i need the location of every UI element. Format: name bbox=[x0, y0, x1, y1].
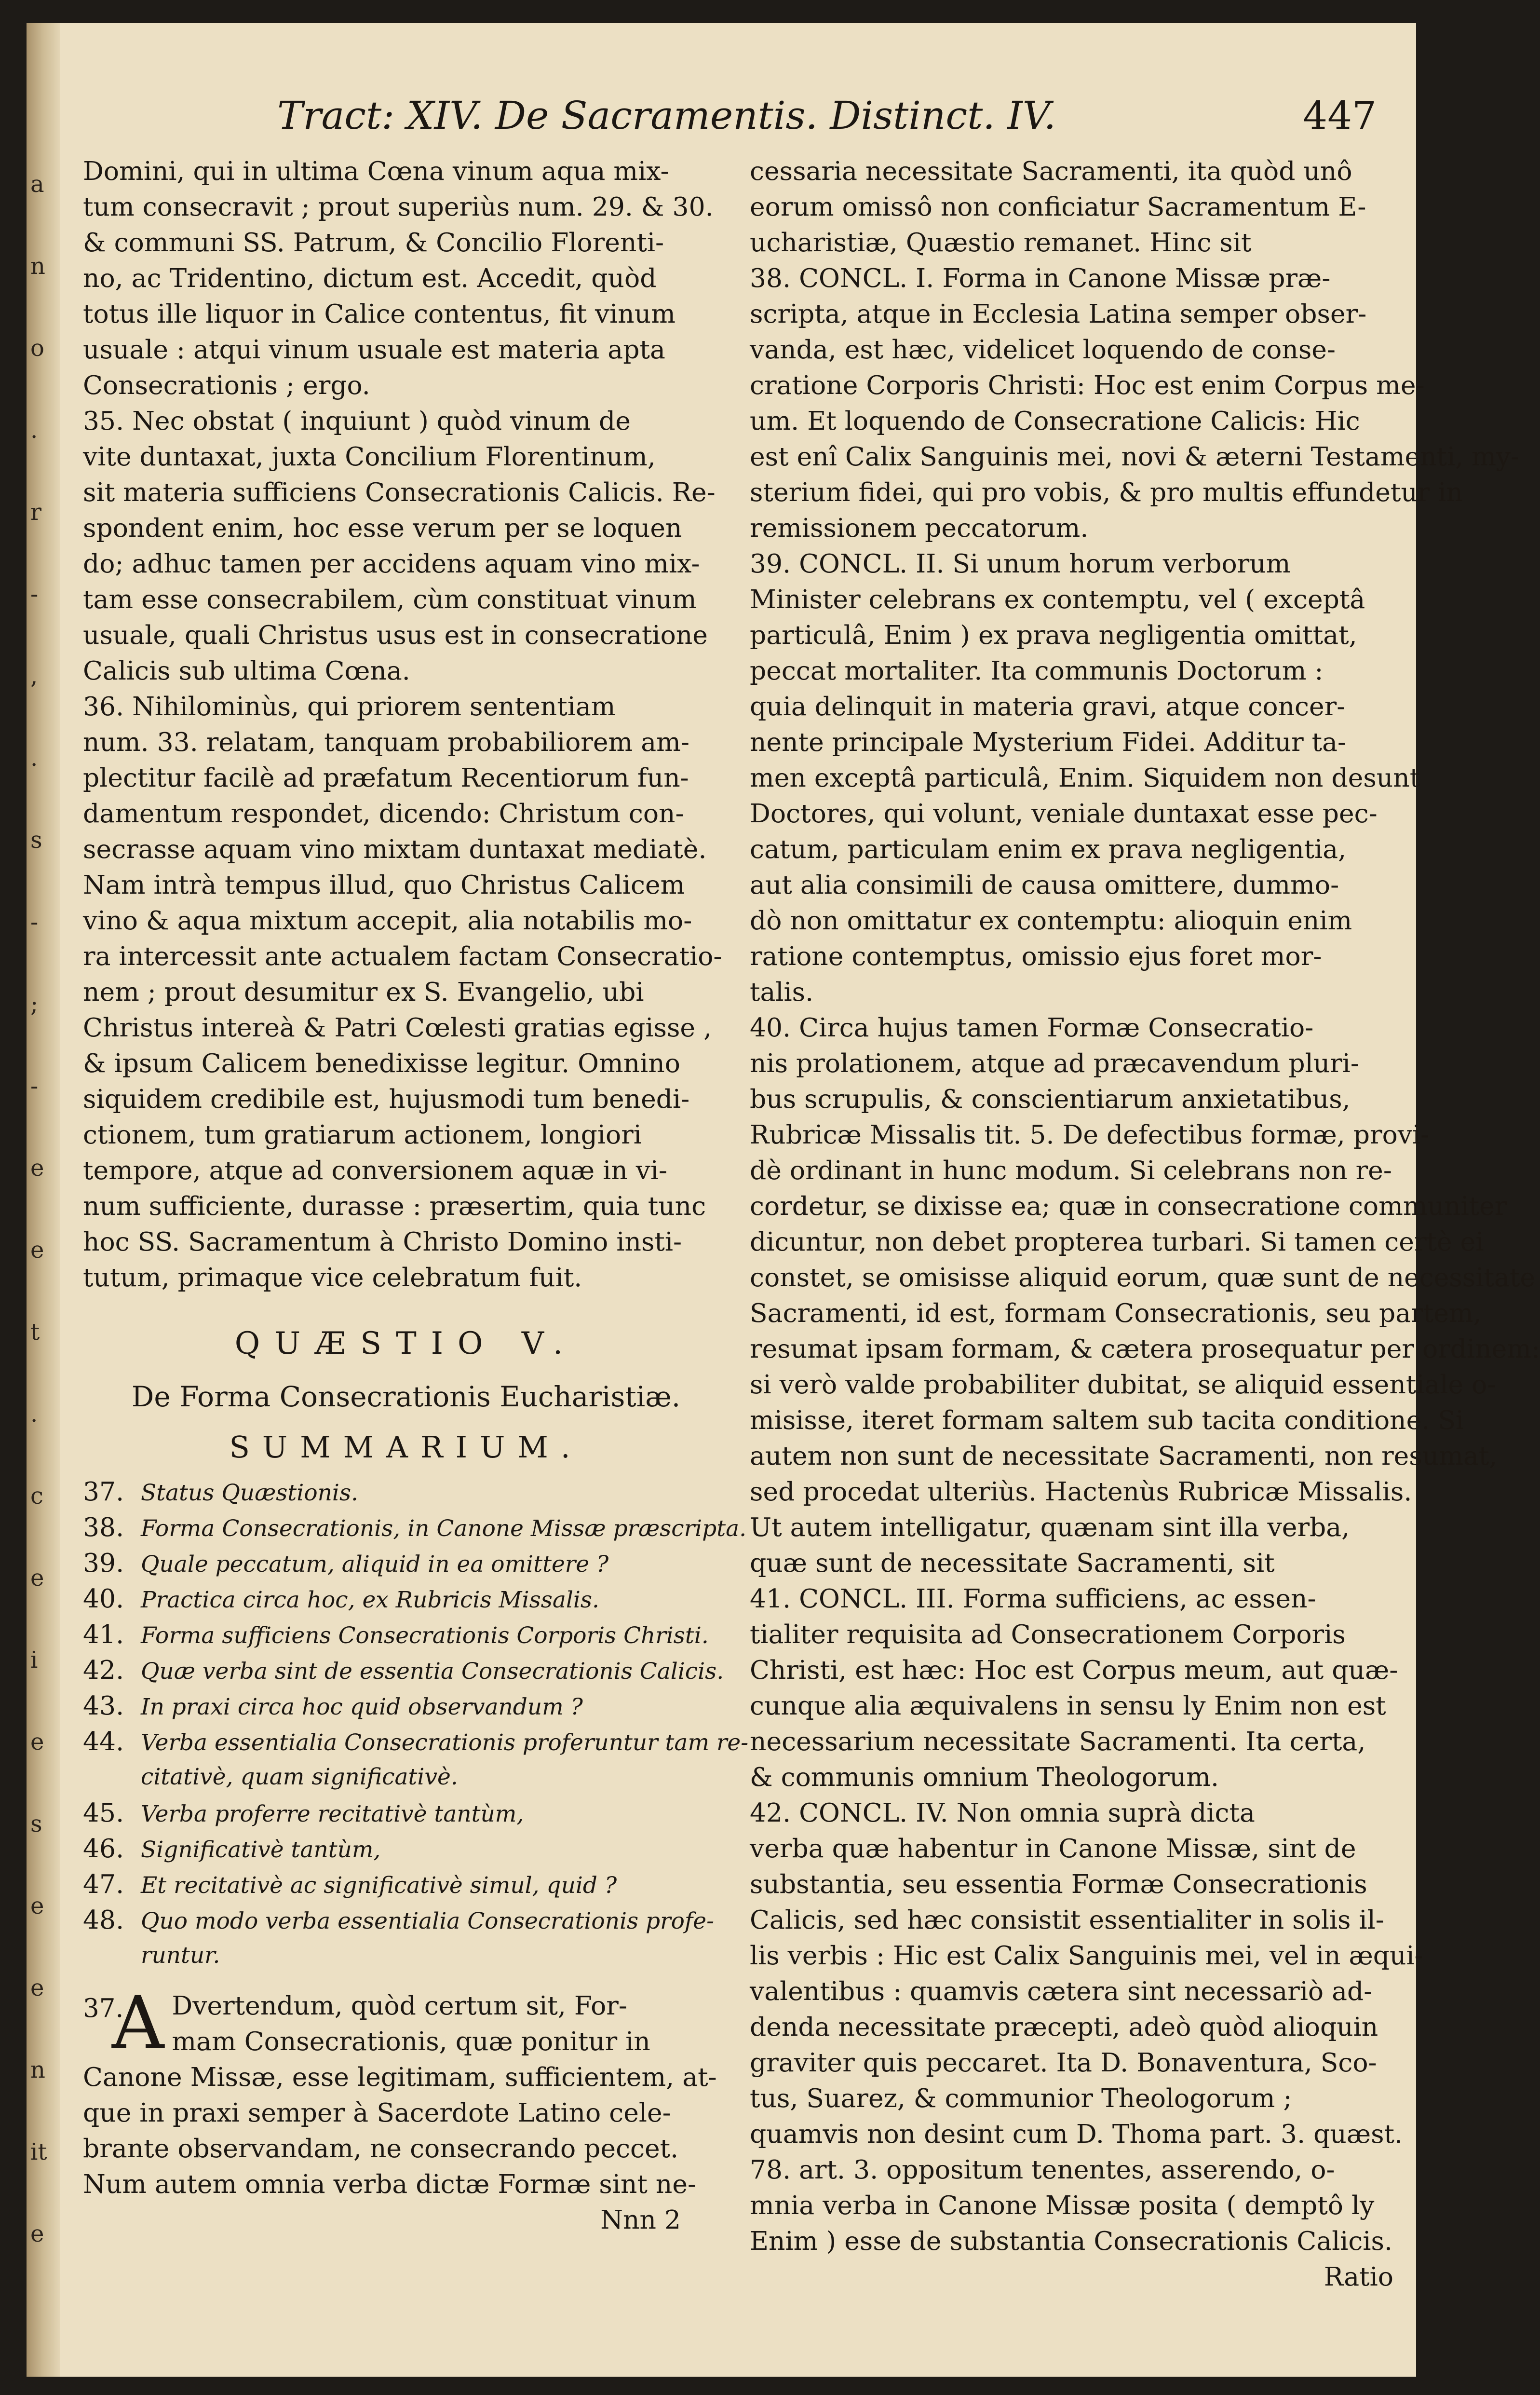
text-line: totus ille liquor in Calice contentus, fit vinum bbox=[83, 299, 675, 329]
summarium-number: 48. bbox=[83, 1905, 124, 1935]
text-line: talis. bbox=[750, 977, 814, 1007]
paragraph-37 bbox=[83, 1981, 729, 2202]
text-line: remissionem peccatorum. bbox=[750, 513, 1089, 543]
text-line: um. Et loquendo de Consecratione Calicis: Hic bbox=[750, 406, 1360, 436]
catchword-right: Ratio bbox=[1324, 2261, 1393, 2292]
text-line: autem non sunt de necessitate Sacramenti, non resumat, bbox=[750, 1441, 1498, 1471]
text-line: spondent enim, hoc esse verum per se loquen bbox=[83, 513, 682, 543]
summarium-text: In praxi circa hoc quid observandum ? bbox=[141, 1694, 583, 1720]
text-line: nis prolationem, atque ad præcavendum pluri- bbox=[750, 1048, 1359, 1078]
margin-mark: - bbox=[30, 909, 39, 936]
text-line: dè ordinant in hunc modum. Si celebrans non re- bbox=[750, 1155, 1392, 1185]
text-line: ctionem, tum gratiarum actionem, longiori bbox=[83, 1119, 642, 1150]
summarium-item bbox=[83, 1545, 729, 1581]
text-line: men exceptâ particulâ, Enim. Siquidem non desunt bbox=[750, 762, 1420, 793]
summarium-number: 40. bbox=[83, 1583, 124, 1614]
text-line: Calicis sub ultima Cœna. bbox=[83, 655, 410, 686]
margin-mark: - bbox=[30, 1073, 39, 1100]
text-line: Ut autem intelligatur, quænam sint illa verba, bbox=[750, 1512, 1350, 1542]
text-line: particulâ, Enim ) ex prava negligentia omittat, bbox=[750, 620, 1357, 650]
margin-mark: e bbox=[30, 1892, 44, 1919]
summarium-item bbox=[83, 1795, 729, 1831]
summarium-item bbox=[83, 1902, 729, 1938]
summarium-text-continued: runtur. bbox=[141, 1942, 220, 1969]
text-line: tutum, primaque vice celebratum fuit. bbox=[83, 1262, 582, 1293]
text-line: verba quæ habentur in Canone Missæ, sint de bbox=[750, 1833, 1356, 1864]
margin-mark: s bbox=[30, 827, 42, 854]
summarium-number: 45. bbox=[83, 1797, 124, 1828]
text-line: vanda, est hæc, videlicet loquendo de conse- bbox=[750, 334, 1336, 365]
summarium-item bbox=[83, 1617, 729, 1652]
margin-mark: - bbox=[30, 581, 39, 608]
text-line: Num autem omnia verba dictæ Formæ sint ne- bbox=[83, 2169, 697, 2199]
text-line: sterium fidei, qui pro vobis, & pro multis effundetur in bbox=[750, 477, 1463, 507]
text-line: substantia, seu essentia Formæ Consecrationis bbox=[750, 1869, 1367, 1899]
text-line: tum consecravit ; prout superiùs num. 29. & 30. bbox=[83, 191, 714, 222]
text-line: num sufficiente, durasse : præsertim, quia tunc bbox=[83, 1191, 706, 1221]
text-line: & ipsum Calicem benedixisse legitur. Omnino bbox=[83, 1048, 680, 1078]
text-line: Minister celebrans ex contemptu, vel ( exceptâ bbox=[750, 584, 1365, 614]
running-title: Tract: XIV. De Sacramentis. Distinct. IV. bbox=[277, 93, 1056, 138]
text-line: denda necessitate præcepti, adeò quòd alioquin bbox=[750, 2012, 1378, 2042]
margin-mark: it bbox=[30, 2138, 47, 2165]
text-line: tus, Suarez, & communior Theologorum ; bbox=[750, 2083, 1292, 2113]
text-line: hoc SS. Sacramentum à Christo Domino insti- bbox=[83, 1226, 682, 1257]
text-line: mam Consecrationis, quæ ponitur in bbox=[172, 2026, 650, 2056]
running-head bbox=[277, 93, 1377, 146]
text-line: catum, particulam enim ex prava negligentia, bbox=[750, 834, 1347, 864]
paragraph-37-text bbox=[83, 1981, 729, 2202]
summarium-number: 41. bbox=[83, 1619, 124, 1649]
text-line: siquidem credibile est, hujusmodi tum benedi- bbox=[83, 1084, 690, 1114]
margin-mark: e bbox=[30, 1728, 44, 1755]
summarium-text: Verba proferre recitativè tantùm, bbox=[141, 1801, 524, 1827]
summarium-number: 38. bbox=[83, 1512, 124, 1542]
text-line: secrasse aquam vino mixtam duntaxat mediatè. bbox=[83, 834, 707, 864]
text-line: Doctores, qui volunt, veniale duntaxat esse pec- bbox=[750, 798, 1378, 829]
summarium-text: Quale peccatum, aliquid in ea omittere ? bbox=[141, 1551, 609, 1578]
summarium-text: Status Quæstionis. bbox=[141, 1480, 358, 1506]
text-line: sed procedat ulteriùs. Hactenùs Rubricæ Missalis. bbox=[750, 1476, 1412, 1507]
text-line: cessaria necessitate Sacramenti, ita quòd unô bbox=[750, 156, 1352, 186]
text-line: quamvis non desint cum D. Thoma part. 3. quæst. bbox=[750, 2119, 1403, 2149]
text-line: usuale, quali Christus usus est in consecratione bbox=[83, 620, 708, 650]
margin-mark: s bbox=[30, 1810, 42, 1837]
margin-mark: i bbox=[30, 1647, 38, 1674]
summarium-text: Verba essentialia Consecrationis proferuntur tam re- bbox=[141, 1729, 749, 1756]
drop-cap: A bbox=[112, 1981, 164, 2065]
summarium-text: Forma sufficiens Consecrationis Corporis Christi. bbox=[141, 1622, 709, 1649]
text-line: est enî Calix Sanguinis mei, novi & æterni Testamenti, my- bbox=[750, 441, 1520, 472]
text-line: constet, se omisisse aliquid eorum, quæ sunt de necessitate bbox=[750, 1262, 1536, 1293]
text-line: 40. Circa hujus tamen Formæ Consecratio- bbox=[750, 1012, 1314, 1043]
summarium-text: Quo modo verba essentialia Consecrationis profe- bbox=[141, 1908, 714, 1934]
text-line: 35. Nec obstat ( inquiunt ) quòd vinum de bbox=[83, 406, 631, 436]
summarium-text: Et recitativè ac significativè simul, quid ? bbox=[141, 1872, 617, 1899]
summarium-number: 44. bbox=[83, 1726, 124, 1756]
summarium-item bbox=[83, 1724, 749, 1759]
text-line: & communis omnium Theologorum. bbox=[750, 1762, 1219, 1792]
text-line: Christus intereà & Patri Cœlesti gratias egisse , bbox=[83, 1012, 712, 1043]
text-line: damentum respondet, dicendo: Christum con- bbox=[83, 798, 684, 829]
margin-mark: . bbox=[30, 1401, 38, 1428]
text-line: plectitur facilè ad præfatum Recentiorum fun- bbox=[83, 762, 689, 793]
margin-mark: e bbox=[30, 1974, 44, 2001]
summarium-item bbox=[83, 1510, 747, 1545]
text-line: 42. CONCL. IV. Non omnia suprà dicta bbox=[750, 1797, 1255, 1828]
text-line: ra intercessit ante actualem factam Consecratio- bbox=[83, 941, 722, 971]
catchword-left: Nnn 2 bbox=[600, 2204, 681, 2235]
text-line: Enim ) esse de substantia Consecrationis Calicis. bbox=[750, 2226, 1392, 2256]
text-line: ucharistiæ, Quæstio remanet. Hinc sit bbox=[750, 227, 1252, 258]
summarium-item bbox=[83, 1688, 729, 1724]
text-line: ratione contemptus, omissio ejus foret mor- bbox=[750, 941, 1322, 971]
summarium-text: Forma Consecrationis, in Canone Missæ præscripta. bbox=[141, 1515, 747, 1542]
text-line: resumat ipsam formam, & cætera prosequatur per ordinem: bbox=[750, 1334, 1540, 1364]
text-line: brante observandam, ne consecrando peccet. bbox=[83, 2133, 679, 2164]
left-column bbox=[83, 153, 749, 2238]
text-line: Nam intrà tempus illud, quo Christus Calicem bbox=[83, 870, 685, 900]
paragraph-number: 37. bbox=[83, 1994, 124, 2023]
right-column-text bbox=[750, 153, 1540, 2259]
summarium-text: Practica circa hoc, ex Rubricis Missalis. bbox=[141, 1587, 599, 1613]
text-line: peccat mortaliter. Ita communis Doctorum : bbox=[750, 655, 1324, 686]
text-line: sit materia sufficiens Consecrationis Calicis. Re- bbox=[83, 477, 716, 507]
margin-mark: a bbox=[30, 171, 44, 198]
summarium-heading: SUMMARIUM. bbox=[229, 1429, 583, 1465]
text-line: Rubricæ Missalis tit. 5. De defectibus formæ, provi- bbox=[750, 1119, 1430, 1150]
text-line: Calicis, sed hæc consistit essentialiter in solis il- bbox=[750, 1905, 1384, 1935]
margin-mark: e bbox=[30, 2220, 44, 2247]
summarium-item bbox=[83, 1581, 729, 1617]
summarium-number: 39. bbox=[83, 1548, 124, 1578]
text-line: misisse, iteret formam saltem sub tacita conditione. Si bbox=[750, 1405, 1464, 1435]
text-line: quæ sunt de necessitate Sacramenti, sit bbox=[750, 1548, 1275, 1578]
text-line: dicuntur, non debet propterea turbari. Si tamen certè ei bbox=[750, 1226, 1484, 1257]
text-line: que in praxi semper à Sacerdote Latino cele- bbox=[83, 2097, 671, 2128]
gutter-edge bbox=[27, 23, 60, 2377]
margin-mark: c bbox=[30, 1483, 43, 1510]
text-line: 78. art. 3. oppositum tenentes, asserendo, o- bbox=[750, 2154, 1335, 2185]
book-page bbox=[27, 23, 1540, 2377]
margin-mark: r bbox=[30, 499, 41, 526]
text-line: scripta, atque in Ecclesia Latina semper obser- bbox=[750, 299, 1367, 329]
summarium-item bbox=[83, 1652, 729, 1688]
text-line: 38. CONCL. I. Forma in Canone Missæ præ- bbox=[750, 263, 1331, 293]
text-line: tam esse consecrabilem, cùm constituat vinum bbox=[83, 584, 697, 614]
text-line: vite duntaxat, juxta Concilium Florentinum, bbox=[83, 441, 656, 472]
text-line: no, ac Tridentino, dictum est. Accedit, quòd bbox=[83, 263, 657, 293]
text-line: mnia verba in Canone Missæ posita ( demptô ly bbox=[750, 2190, 1375, 2220]
text-line: quia delinquit in materia gravi, atque concer- bbox=[750, 691, 1346, 721]
text-line: nem ; prout desumitur ex S. Evangelio, ubi bbox=[83, 977, 644, 1007]
text-line: Christi, est hæc: Hoc est Corpus meum, aut quæ- bbox=[750, 1655, 1398, 1685]
margin-mark: n bbox=[30, 253, 45, 280]
text-line: tempore, atque ad conversionem aquæ in vi- bbox=[83, 1155, 668, 1185]
text-line: eorum omissô non conficiatur Sacramentum E- bbox=[750, 191, 1366, 222]
text-line: nente principale Mysterium Fidei. Additur ta- bbox=[750, 727, 1347, 757]
margin-mark: n bbox=[30, 2056, 45, 2083]
text-line: & communi SS. Patrum, & Concilio Florenti- bbox=[83, 227, 664, 258]
summarium-item bbox=[83, 1866, 729, 1902]
text-line: 36. Nihilominùs, qui priorem sententiam bbox=[83, 691, 616, 721]
summarium-number: 37. bbox=[83, 1476, 124, 1507]
summarium-number: 47. bbox=[83, 1869, 124, 1899]
text-line: cratione Corporis Christi: Hoc est enim Corpus me- bbox=[750, 370, 1425, 400]
text-line: cordetur, se dixisse ea; quæ in consecratione communiter bbox=[750, 1191, 1507, 1221]
text-line: necessarium necessitate Sacramenti. Ita certa, bbox=[750, 1726, 1366, 1756]
margin-mark: o bbox=[30, 335, 44, 362]
quaestio-title: De Forma Consecrationis Eucharistiæ. bbox=[131, 1380, 681, 1413]
summarium-item bbox=[83, 1474, 729, 1510]
summarium-number: 46. bbox=[83, 1833, 124, 1864]
margin-mark: . bbox=[30, 745, 38, 772]
text-line: do; adhuc tamen per accidens aquam vino mix- bbox=[83, 548, 700, 579]
summarium-list bbox=[83, 1474, 749, 1973]
text-line: 41. CONCL. III. Forma sufficiens, ac essen- bbox=[750, 1583, 1316, 1614]
margin-mark: , bbox=[30, 663, 38, 690]
summarium-text: Quæ verba sint de essentia Consecrationis Calicis. bbox=[141, 1658, 724, 1685]
text-line: Canone Missæ, esse legitimam, sufficientem, at- bbox=[83, 2062, 717, 2092]
text-line: Dvertendum, quòd certum sit, For- bbox=[172, 1990, 627, 2021]
text-line: bus scrupulis, & conscientiarum anxietatibus, bbox=[750, 1084, 1351, 1114]
summarium-number: 43. bbox=[83, 1690, 124, 1721]
text-line: cunque alia æquivalens in sensu ly Enim non est bbox=[750, 1690, 1386, 1721]
margin-mark: ; bbox=[30, 991, 39, 1018]
text-line: valentibus : quamvis cætera sint necessariò ad- bbox=[750, 1976, 1373, 2006]
margin-mark: e bbox=[30, 1565, 44, 1592]
left-column-text bbox=[83, 153, 729, 1295]
text-line: Consecrationis ; ergo. bbox=[83, 370, 370, 400]
text-line: usuale : atqui vinum usuale est materia apta bbox=[83, 334, 665, 365]
right-column bbox=[750, 153, 1540, 2295]
text-line: aut alia consimili de causa omittere, dummo- bbox=[750, 870, 1339, 900]
margin-mark: . bbox=[30, 417, 38, 444]
text-line: vino & aqua mixtum accepit, alia notabilis mo- bbox=[83, 905, 692, 936]
text-line: 39. CONCL. II. Si unum horum verborum bbox=[750, 548, 1291, 579]
text-line: si verò valde probabiliter dubitat, se aliquid essentiale o- bbox=[750, 1369, 1496, 1400]
summarium-number: 42. bbox=[83, 1655, 124, 1685]
text-line: dò non omittatur ex contemptu: alioquin enim bbox=[750, 905, 1352, 936]
margin-mark: t bbox=[30, 1319, 40, 1346]
page-number: 447 bbox=[1303, 93, 1377, 138]
summarium-item bbox=[83, 1831, 729, 1866]
quaestio-heading: QUÆSTIO V. bbox=[234, 1326, 578, 1361]
margin-mark: e bbox=[30, 1237, 44, 1264]
text-line: Domini, qui in ultima Cœna vinum aqua mix- bbox=[83, 156, 669, 186]
text-line: Sacramenti, id est, formam Consecrationis, seu partem, bbox=[750, 1298, 1482, 1328]
text-line: tialiter requisita ad Consecrationem Corporis bbox=[750, 1619, 1346, 1649]
text-line: lis verbis : Hic est Calix Sanguinis mei, vel in æqui- bbox=[750, 1940, 1423, 1971]
summarium-text-continued: citativè, quam significativè. bbox=[141, 1764, 458, 1790]
text-line: graviter quis peccaret. Ita D. Bonaventura, Sco- bbox=[750, 2047, 1377, 2078]
summarium-text: Significativè tantùm, bbox=[141, 1837, 381, 1863]
text-line: num. 33. relatam, tanquam probabiliorem am- bbox=[83, 727, 689, 757]
margin-mark: e bbox=[30, 1155, 44, 1182]
